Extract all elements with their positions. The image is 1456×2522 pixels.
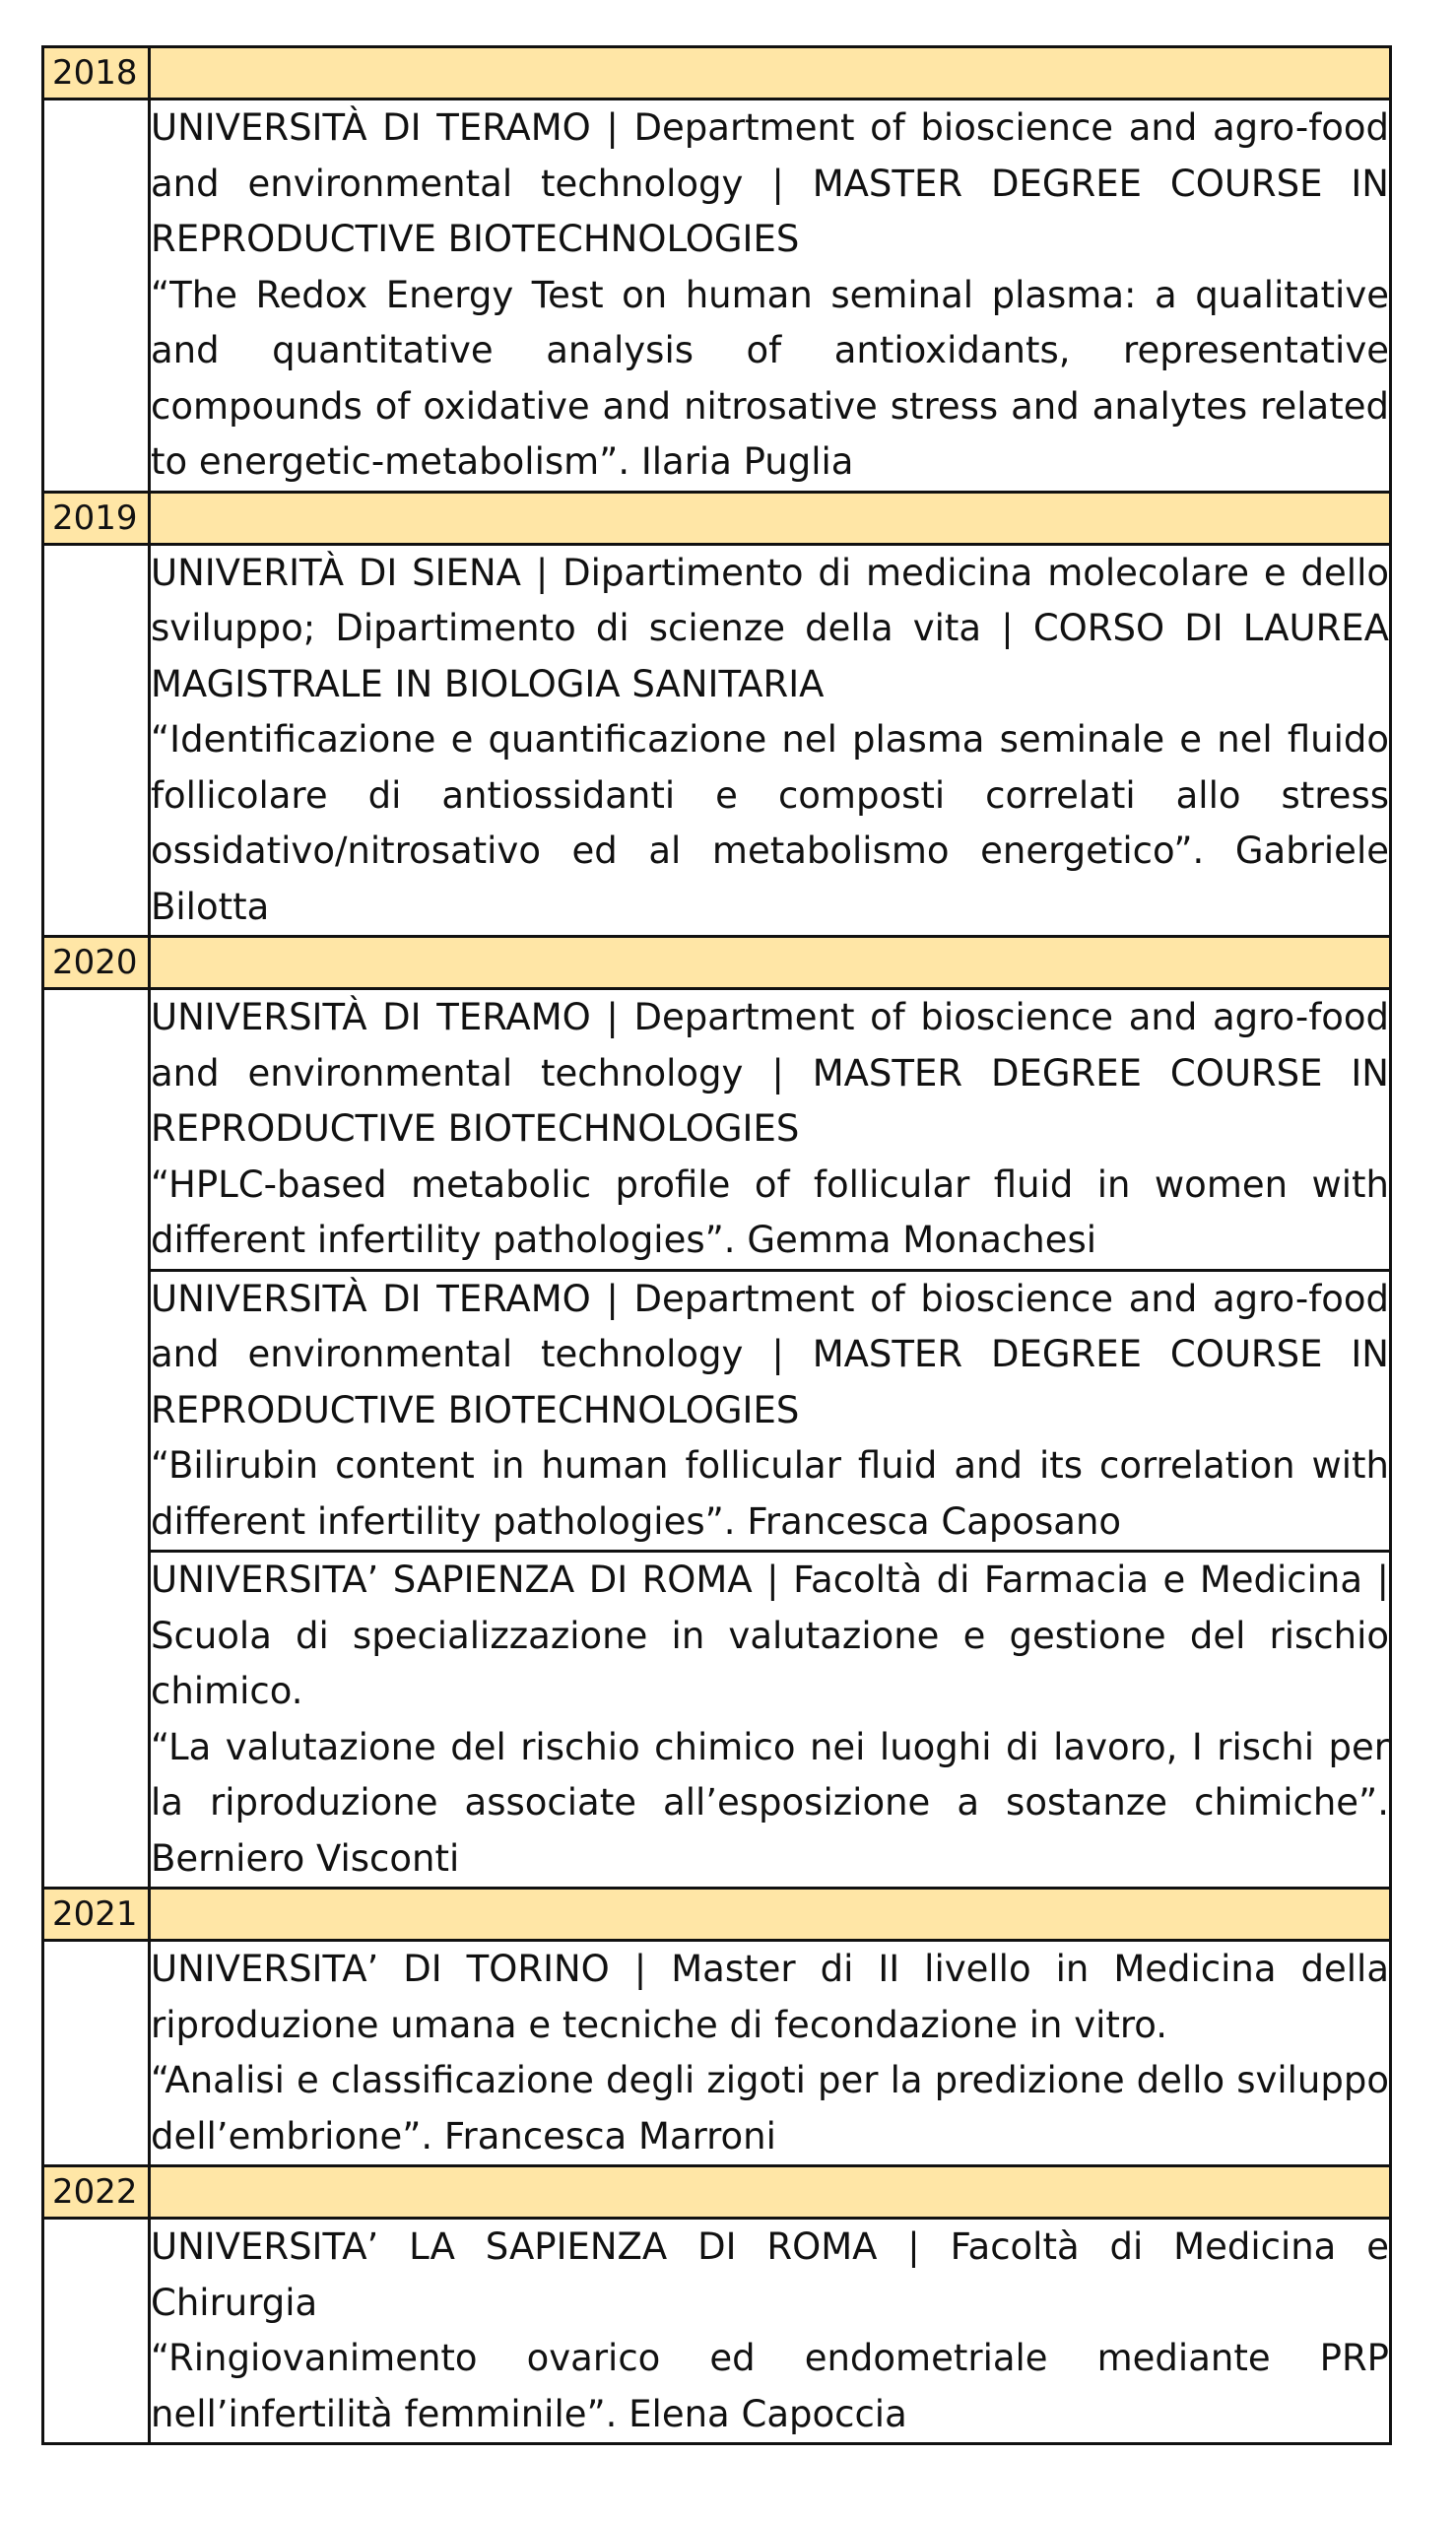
institution-text: UNIVERSITA’ DI TORINO | Master di II livello in Medicina della riproduzione umana e tecniche di fecondazione in vitro. [151,1948,1389,2046]
year-header-row [43,47,1391,100]
thesis-entry-cell [150,989,1391,1271]
thesis-entry-row [43,1270,1391,1552]
institution-text: UNIVERSITÀ DI TERAMO | Department of bioscience and agro-food and environmental technology | MASTER DEGREE COURSE IN REPRODUCTIVE BIOTECHNOLOGIES [151,996,1389,1150]
thesis-entry-cell [150,1270,1391,1552]
thesis-title-text: “La valutazione del rischio chimico nei luoghi di lavoro, I rischi per la riproduzione associate all’esposizione a sostanze chimiche”. Berniero Visconti [151,1725,1389,1880]
thesis-entry-row [43,100,1391,493]
year-label: 2021 [43,1889,150,1941]
year-header-row [43,1889,1391,1941]
thesis-entry-cell [150,1552,1391,1889]
thesis-entry-row [43,989,1391,1271]
year-label: 2018 [43,47,150,100]
thesis-title-text: “Ringiovanimento ovarico ed endometriale mediante PRP nell’infertilità femminile”. Elena Capoccia [151,2337,1389,2435]
institution-text: UNIVERSITÀ DI TERAMO | Department of bioscience and agro-food and environmental technology | MASTER DEGREE COURSE IN REPRODUCTIVE BIOTECHNOLOGIES [151,1277,1389,1431]
thesis-title-text: “The Redox Energy Test on human seminal plasma: a qualitative and quantitative analysis of antioxidants, representative compounds of oxidative and nitrosative stress and analytes related to energetic-metabolism”. Ilaria Puglia [151,273,1389,483]
thesis-entry-cell [150,544,1391,937]
year-header-fill [150,2166,1391,2219]
thesis-entry-cell [150,1941,1391,2166]
thesis-entry-row [43,1941,1391,2166]
year-spacer-cell [43,544,150,937]
year-label: 2022 [43,2166,150,2219]
thesis-entry-cell [150,100,1391,493]
thesis-entry-row [43,1552,1391,1889]
thesis-table [41,45,1392,2445]
institution-text: UNIVERSITA’ SAPIENZA DI ROMA | Facoltà di Farmacia e Medicina | Scuola di specializzazione in valutazione e gestione del rischio chimico. [151,1559,1389,1712]
institution-text: UNIVERITÀ DI SIENA | Dipartimento di medicina molecolare e dello sviluppo; Dipartimento di scienze della vita | CORSO DI LAUREA MAGISTRALE IN BIOLOGIA SANITARIA [151,551,1389,705]
year-header-fill [150,47,1391,100]
thesis-entry-row [43,544,1391,937]
year-spacer-cell [43,2219,150,2444]
year-header-fill [150,937,1391,989]
year-header-row [43,492,1391,544]
year-label: 2019 [43,492,150,544]
year-header-row [43,937,1391,989]
thesis-table-body [43,47,1391,2444]
thesis-title-text: “HPLC-based metabolic profile of follicular fluid in women with different infertility pathologies”. Gemma Monachesi [151,1162,1389,1261]
institution-text: UNIVERSITÀ DI TERAMO | Department of bioscience and agro-food and environmental technology | MASTER DEGREE COURSE IN REPRODUCTIVE BIOTECHNOLOGIES [151,106,1389,260]
year-header-fill [150,492,1391,544]
year-header-fill [150,1889,1391,1941]
year-label: 2020 [43,937,150,989]
year-spacer-cell [43,1941,150,2166]
institution-text: UNIVERSITA’ LA SAPIENZA DI ROMA | Facoltà di Medicina e Chirurgia [151,2225,1389,2324]
year-header-row [43,2166,1391,2219]
thesis-title-text: “Bilirubin content in human follicular fluid and its correlation with different infertility pathologies”. Francesca Caposano [151,1444,1389,1543]
year-spacer-cell [43,989,150,1889]
year-spacer-cell [43,100,150,493]
thesis-entry-cell [150,2219,1391,2444]
thesis-entry-row [43,2219,1391,2444]
thesis-title-text: “Analisi e classificazione degli zigoti per la predizione dello sviluppo dell’embrione”. Francesca Marroni [151,2059,1389,2157]
thesis-title-text: “Identificazione e quantificazione nel plasma seminale e nel fluido follicolare di antiossidanti e composti correlati allo stress ossidativo/nitrosativo ed al metabolismo energetico”. Gabriele Bilotta [151,718,1389,928]
